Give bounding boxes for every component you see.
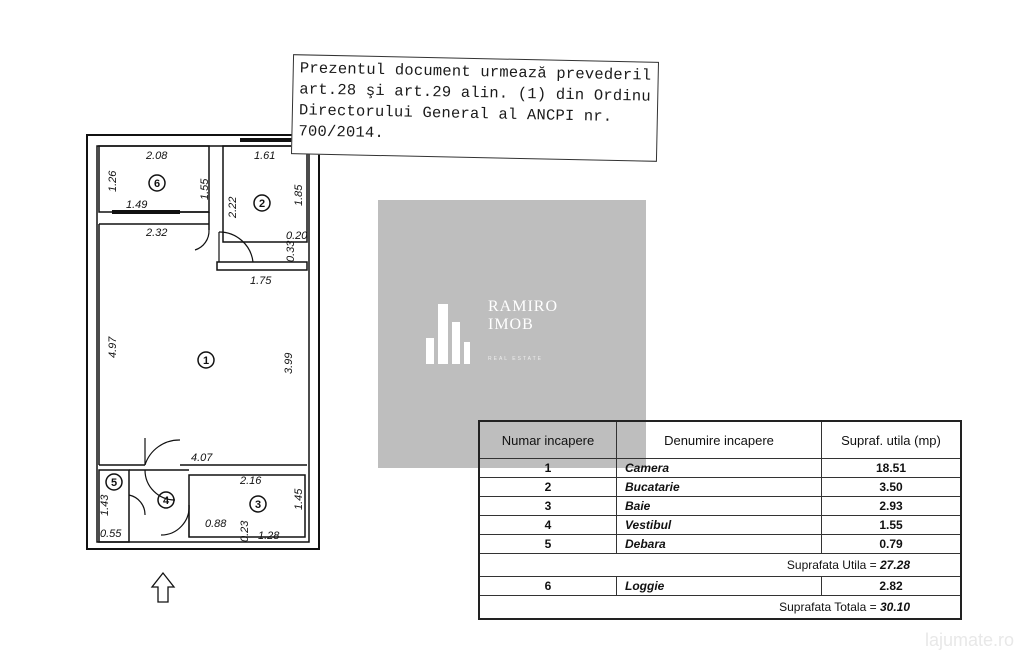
dim-label: 4.97 — [107, 336, 119, 358]
dim-label: 1.45 — [293, 488, 305, 510]
dim-label: 0.88 — [205, 518, 227, 530]
table-row — [479, 497, 961, 516]
room-name: Debara — [617, 535, 822, 554]
site-watermark: lajumate.ro — [924, 630, 1014, 650]
rooms-table — [478, 420, 962, 620]
notice-line: art.28 şi art.29 alin. (1) din Ordinu — [299, 80, 652, 106]
table-row — [479, 535, 961, 554]
subtotal — [479, 554, 961, 577]
total-row — [479, 596, 961, 620]
dim-label: 0.23 — [239, 520, 251, 542]
dim-label: 1.55 — [199, 178, 211, 200]
dim-label: 1.28 — [258, 530, 280, 542]
dim-label: 2.08 — [146, 150, 168, 162]
total-value: 30.10 — [879, 600, 910, 614]
table-row — [479, 459, 961, 478]
dim-label: 1.26 — [107, 170, 119, 192]
room-num: 1 — [479, 459, 617, 478]
notice-line: 700/2014. — [298, 122, 385, 143]
total-label: Suprafata Totala = — [779, 600, 877, 614]
table-row — [479, 577, 961, 596]
room-num: 3 — [479, 497, 617, 516]
dim-label: 1.43 — [99, 494, 111, 516]
total — [479, 596, 961, 620]
building-logo-icon — [424, 298, 472, 366]
entrance-arrow-icon — [152, 573, 174, 602]
notice-line: Directorului General al ANCPI nr. — [298, 101, 613, 126]
subtotal-label: Suprafata Utila = — [786, 558, 877, 572]
room-area: 3.50 — [822, 478, 962, 497]
room-number-6: 6 — [153, 178, 161, 190]
watermark-line: RAMIRO — [488, 298, 559, 315]
dim-label: 4.07 — [191, 452, 213, 464]
dim-label: 3.99 — [283, 352, 295, 374]
table-row — [479, 516, 961, 535]
col-header: Numar incapere — [479, 421, 617, 459]
room-num: 6 — [479, 577, 617, 596]
col-header: Denumire incapere — [617, 421, 822, 459]
room-num: 5 — [479, 535, 617, 554]
watermark-line: IMOB — [488, 316, 534, 333]
room-number-2: 2 — [258, 198, 266, 210]
dim-label: 1.85 — [293, 184, 305, 206]
table-row — [479, 478, 961, 497]
room-name: Camera — [617, 459, 822, 478]
room-num: 2 — [479, 478, 617, 497]
room-number-1: 1 — [202, 355, 210, 367]
dim-label: 0.20 — [286, 230, 308, 242]
room-area: 2.93 — [822, 497, 962, 516]
dim-label: 1.75 — [250, 275, 272, 287]
room-area: 1.55 — [822, 516, 962, 535]
room-num: 4 — [479, 516, 617, 535]
room-name: Baie — [617, 497, 822, 516]
room-area: 18.51 — [822, 459, 962, 478]
notice-line: Prezentul document urmează prevederil — [299, 59, 652, 85]
dim-label: 2.22 — [227, 196, 239, 218]
room-name: Loggie — [617, 577, 822, 596]
room-name: Vestibul — [617, 516, 822, 535]
dim-label: 0.33 — [285, 240, 297, 262]
subtotal-value: 27.28 — [879, 558, 910, 572]
room-number-3: 3 — [254, 499, 262, 511]
room-name: Bucatarie — [617, 478, 822, 497]
dim-label: 1.49 — [126, 199, 148, 211]
room-area: 0.79 — [822, 535, 962, 554]
watermark-sub: REAL ESTATE — [488, 356, 543, 362]
dim-label: 2.16 — [240, 475, 262, 487]
dim-label: 1.61 — [254, 150, 276, 162]
dim-label: 0.55 — [100, 528, 122, 540]
dim-label: 2.32 — [146, 227, 168, 239]
subtotal-row — [479, 554, 961, 577]
room-area: 2.82 — [822, 577, 962, 596]
col-header: Supraf. utila (mp) — [822, 421, 962, 459]
legal-notice — [291, 54, 659, 162]
watermark-brand — [488, 298, 558, 334]
room-number-4: 4 — [162, 495, 170, 507]
room-number-5: 5 — [110, 477, 118, 489]
